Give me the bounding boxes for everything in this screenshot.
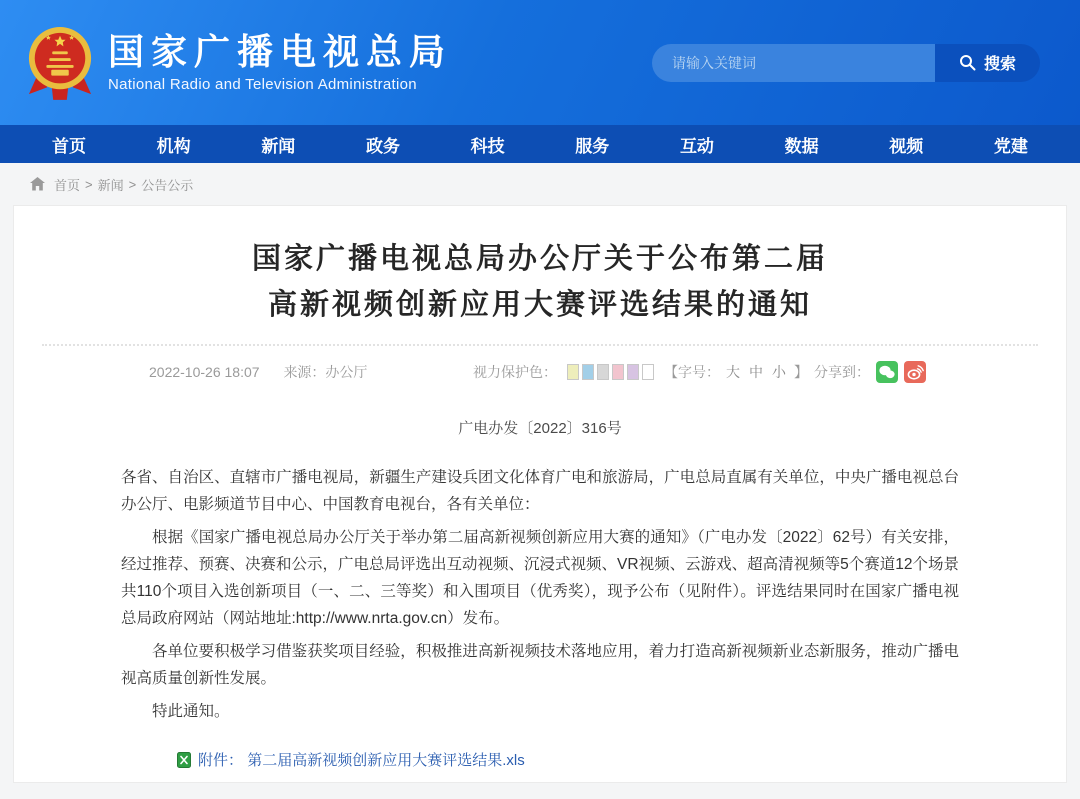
font-size-small[interactable]: 小 <box>772 364 786 380</box>
excel-attachment-icon <box>177 752 191 768</box>
nav-item-news[interactable]: 新闻 <box>261 136 296 156</box>
article-title <box>74 236 1006 328</box>
attachment-row <box>177 749 1066 770</box>
main-nav <box>0 125 1080 163</box>
breadcrumb-separator: > <box>128 176 137 192</box>
font-size-controls <box>726 362 786 382</box>
article-title-line1: 国家广播电视总局办公厅关于公布第二届 <box>251 243 828 275</box>
nav-item-interaction[interactable]: 互动 <box>679 136 714 156</box>
document-number: 广电办发〔2022〕316号 <box>458 420 622 437</box>
site-brand <box>26 22 452 104</box>
search-button[interactable] <box>935 44 1040 82</box>
nav-item-video[interactable]: 视频 <box>889 136 924 156</box>
nav-item-technology[interactable]: 科技 <box>470 136 505 156</box>
attachment-link[interactable] <box>198 749 525 770</box>
search-input[interactable] <box>652 44 935 82</box>
breadcrumb <box>0 163 1080 205</box>
home-icon <box>30 177 49 191</box>
nav-item-home[interactable]: 首页 <box>52 136 86 156</box>
nav-item-organization[interactable]: 机构 <box>156 136 191 156</box>
article-card <box>13 205 1067 783</box>
search-icon <box>959 54 976 71</box>
article-paragraph: 特此通知。 <box>152 703 230 720</box>
meta-left <box>149 362 367 382</box>
font-size-label-close: 】 <box>794 364 808 380</box>
breadcrumb-news[interactable]: 新闻 <box>97 177 124 193</box>
share-label: 分享到： <box>814 364 870 380</box>
title-divider <box>42 344 1038 346</box>
search-button-label: 搜索 <box>983 56 1016 73</box>
font-size-large[interactable]: 大 <box>726 364 740 380</box>
site-header <box>0 0 1080 125</box>
eye-protection-swatch[interactable] <box>642 364 654 380</box>
weibo-share-icon[interactable] <box>904 361 926 383</box>
publish-date: 2022-10-26 18:07 <box>149 364 260 380</box>
eye-protection-swatch[interactable] <box>582 364 594 380</box>
article-title-line2: 高新视频创新应用大赛评选结果的通知 <box>267 289 812 321</box>
site-search <box>652 44 1040 82</box>
attachment-filename: 第二届高新视频创新应用大赛评选结果.xls <box>247 752 525 769</box>
nav-item-data[interactable]: 数据 <box>784 136 819 156</box>
nav-item-gov-affairs[interactable]: 政务 <box>365 136 400 156</box>
eye-protection-label: 视力保护色： <box>473 364 557 380</box>
font-size-label-open: 【字号： <box>664 364 720 380</box>
article-source: 来源：办公厅 <box>283 364 368 380</box>
article-body <box>14 438 1066 725</box>
breadcrumb-home[interactable]: 首页 <box>54 177 81 193</box>
national-emblem-logo <box>26 22 94 104</box>
article-meta <box>14 361 1066 383</box>
nav-item-party-building[interactable]: 党建 <box>993 136 1028 156</box>
eye-protection-swatch[interactable] <box>612 364 624 380</box>
eye-protection-swatch[interactable] <box>597 364 609 380</box>
article-paragraph: 各省、自治区、直辖市广播电视局，新疆生产建设兵团文化体育广电和旅游局，广电总局直属有关单位，中央广播电视总台办公厅、电影频道节目中心、中国教育电视台，各有关单位： <box>121 469 959 513</box>
font-size-medium[interactable]: 中 <box>749 364 763 380</box>
eye-protection-swatches <box>567 364 654 380</box>
brand-text <box>108 32 452 94</box>
meta-right <box>473 361 926 383</box>
attachment-label: 附件： <box>198 752 244 769</box>
article-paragraph: 各单位要积极学习借鉴获奖项目经验，积极推进高新视频技术落地应用，着力打造高新视频新业态新服务，推动广播电视高质量创新性发展。 <box>121 643 959 687</box>
site-subtitle: National Radio and Television Administration <box>108 76 417 94</box>
breadcrumb-announcements[interactable]: 公告公示 <box>141 177 194 193</box>
breadcrumb-separator: > <box>85 176 93 192</box>
eye-protection-swatch[interactable] <box>627 364 639 380</box>
wechat-share-icon[interactable] <box>876 361 898 383</box>
site-title: 国家广播电视总局 <box>108 30 453 72</box>
article-paragraph: 根据《国家广播电视总局办公厅关于举办第二届高新视频创新应用大赛的通知》（广电办发〔2022〕62号）有关安排，经过推荐、预赛、决赛和公示，广电总局评选出互动视频、沉浸式视频、VR视频、云游戏、超高清视频等5个赛道12个场景共110个项目入选创新项目（一、二、三等奖）和入围项目（优秀奖），现予公布（见附件）。评选结果同时在国家广播电视总局政府网站（网站地址:http://www.nrta.gov.cn）发布。 <box>121 529 959 627</box>
eye-protection-swatch[interactable] <box>567 364 579 380</box>
nav-item-services[interactable]: 服务 <box>575 136 610 156</box>
